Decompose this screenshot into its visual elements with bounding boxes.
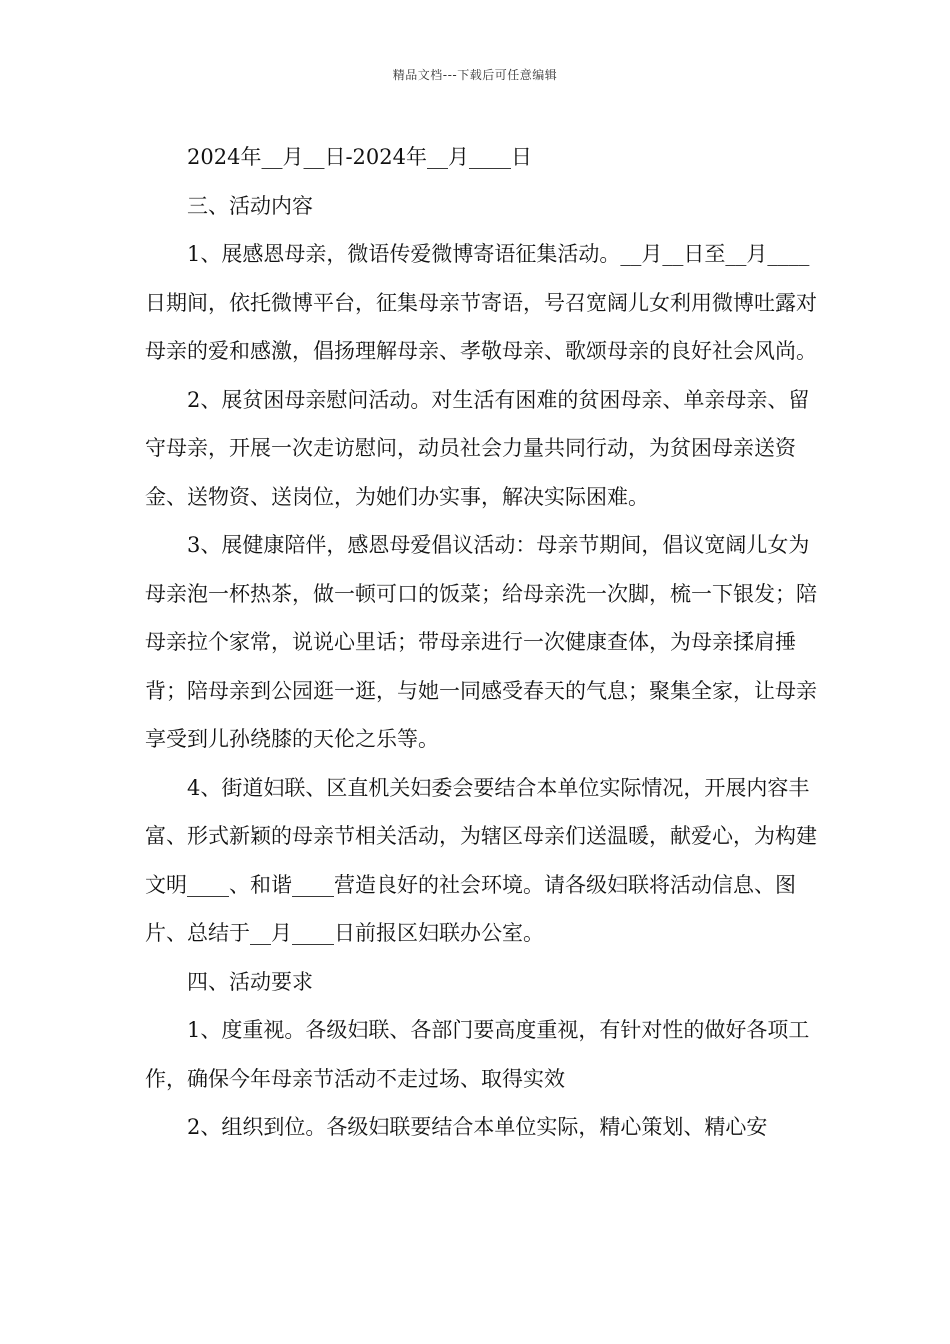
date-range-line: 2024年__月__日-2024年__月____日 <box>187 145 532 169</box>
paragraph-item-4: 4、街道妇联、区直机关妇委会要结合本单位实际情况，开展内容丰富、形式新颖的母亲节相关活动，为辖区母亲们送温暖，献爱心，为构建文明____、和谐____营造良好的社会环境。请各级妇联将活动信息、图片、总结于__月____日前报区妇联办公室。 <box>145 775 817 945</box>
requirement-item-1: 1、度重视。各级妇联、各部门要高度重视，有针对性的做好各项工作，确保今年母亲节活动不走过场、取得实效 <box>145 1018 810 1091</box>
document-body <box>145 133 825 1152</box>
paragraph-item-2: 2、展贫困母亲慰问活动。对生活有困难的贫困母亲、单亲母亲、留守母亲，开展一次走访慰问，动员社会力量共同行动，为贫困母亲送资金、送物资、送岗位，为她们办实事，解决实际困难。 <box>145 387 810 509</box>
page-header: 精品文档---下载后可任意编辑 <box>392 68 558 82</box>
section-heading-activity-content: 三、活动内容 <box>187 193 313 218</box>
paragraph-item-1: 1、展感恩母亲，微语传爱微博寄语征集活动。__月__日至__月____日期间，依托微博平台，征集母亲节寄语，号召宽阔儿女利用微博吐露对母亲的爱和感激，倡扬理解母亲、孝敬母亲、歌颂母亲的良好社会风尚。 <box>145 242 817 363</box>
section-heading-activity-requirements: 四、活动要求 <box>187 969 313 994</box>
requirement-item-2: 2、组织到位。各级妇联要结合本单位实际，精心策划、精心安 <box>187 1115 768 1139</box>
paragraph-item-3: 3、展健康陪伴，感恩母爱倡议活动：母亲节期间，倡议宽阔儿女为母亲泡一杯热茶，做一顿可口的饭菜；给母亲洗一次脚，梳一下银发；陪母亲拉个家常，说说心里话；带母亲进行一次健康查体，为母亲揉肩捶背；陪母亲到公园逛一逛，与她一同感受春天的气息；聚集全家，让母亲享受到儿孙绕膝的天伦之乐等。 <box>145 533 817 751</box>
